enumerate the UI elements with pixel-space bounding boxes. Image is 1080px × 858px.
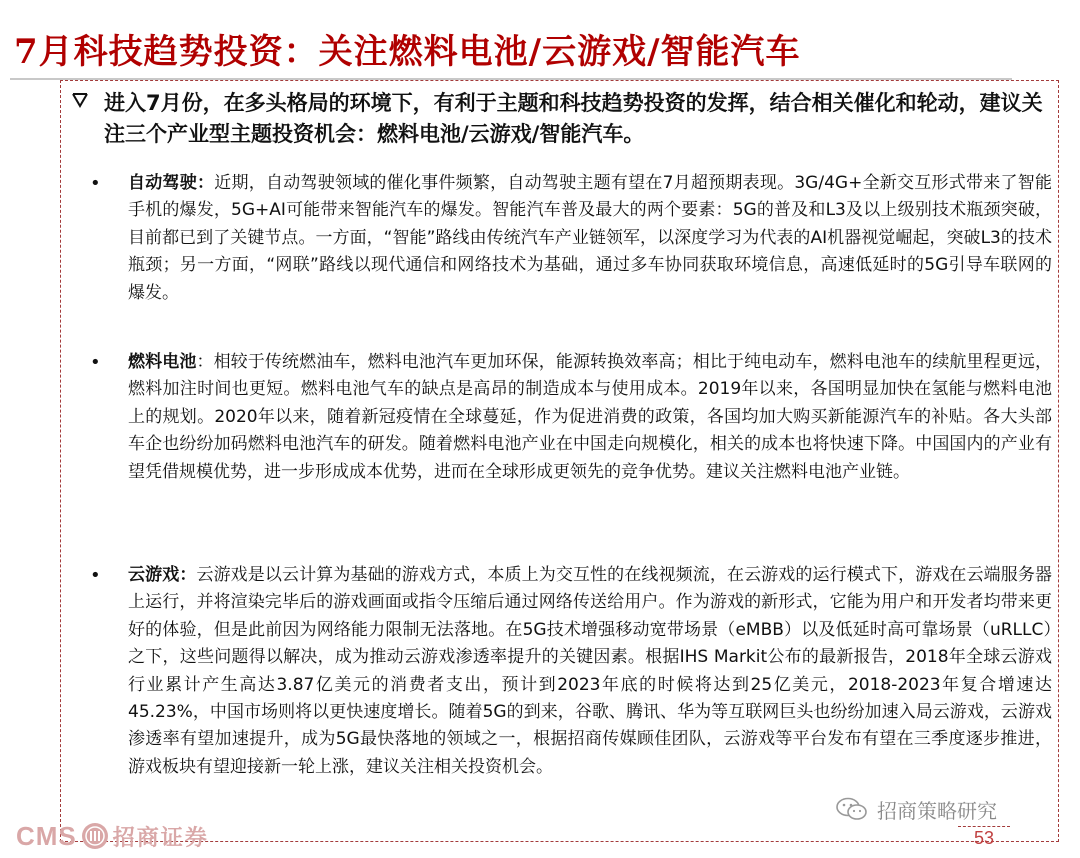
company-logo (16, 818, 209, 854)
section-label: 自动驾驶： (128, 173, 215, 193)
section-text: 云游戏是以云计算为基础的游戏方式，本质上为交互性的在线视频流，在云游戏的运行模式下，游戏在云端服务器上运行，并将渲染完毕后的游戏画面或指令压缩后通过网络传送给用户。作为游戏的新形式，它能为用户和开发者均带来更好的体验，但是此前因为网络能力限制无法落地。在5G技术增强移动宽带场景（eMBB）以及低延时高可靠场景（uRLLC）之下，这些问题得以解决，成为推动云游戏渗透率提升的关键因素。根据IHS Markit公布的最新报告，2018年全球云游戏行业累计产生高达3.87亿美元的消费者支出，预计到2023年底的时候将达到25亿美元，2018-2023年复合增速达45.23%，中国市场则将以更快速度增长。随着5G的到来，谷歌、腾讯、华为等互联网巨头也纷纷加速入局云游戏，云游戏渗透率有望加速提升，成为5G最快落地的领域之一，根据招商传媒顾佳团队，云游戏等平台发布有望在三季度逐步推进，游戏板块有望迎接新一轮上涨，建议关注相关投资机会。 (128, 565, 1052, 777)
bullet: • (90, 173, 101, 194)
section-text: 近期，自动驾驶领域的催化事件频繁，自动驾驶主题有望在7月超预期表现。3G/4G+全新交互形式带来了智能手机的爆发，5G+AI可能带来智能汽车的爆发。智能汽车普及最大的两个要素：5G的普及和L3及以上级别技术瓶颈突破，目前都已到了关键节点。一方面，“智能”路线由传统汽车产业链领军，以深度学习为代表的AI机器视觉崛起，突破L3的技术瓶颈；另一方面，“网联”路线以现代通信和网络技术为基础，通过多车协同获取环境信息，高速低延时的5G引导车联网的爆发。 (128, 173, 1053, 303)
section-label: 云游戏： (128, 565, 197, 585)
watermark-text: 招商策略研究 (877, 798, 997, 823)
section-cloud-gaming (90, 562, 1052, 781)
page-title: 7月科技趋势投资：关注燃料电池/云游戏/智能汽车 (14, 32, 801, 72)
wechat-icon (835, 797, 869, 821)
section-autonomous-driving (90, 170, 1052, 307)
logo-seal-icon (81, 822, 109, 850)
logo-chinese: 招商证券 (112, 825, 209, 851)
intro-text: 进入7月份，在多头格局的环境下，有利于主题和科技趋势投资的发挥，结合相关催化和轮动，建议关注三个产业型主题投资机会：燃料电池/云游戏/智能汽车。 (104, 91, 1043, 146)
intro-paragraph (70, 88, 1058, 150)
chevron-right-icon (70, 88, 96, 119)
page-number: 53 (958, 826, 1010, 849)
logo-latin: CMS (16, 820, 77, 851)
watermark (835, 794, 997, 824)
section-label: 燃料电池 (128, 352, 197, 372)
section-fuel-cell (90, 349, 1052, 486)
section-text: ：相较于传统燃油车，燃料电池汽车更加环保，能源转换效率高；相比于纯电动车，燃料电池车的续航里程更远，燃料加注时间也更短。燃料电池气车的缺点是高昂的制造成本与使用成本。2019年以来，各国明显加快在氢能与燃料电池上的规划。2020年以来，随着新冠疫情在全球蔓延，作为促进消费的政策，各国均加大购买新能源汽车的补贴。各大头部车企也纷纷加码燃料电池汽车的研发。随着燃料电池产业在中国走向规模化，相关的成本也将快速下降。中国国内的产业有望凭借规模优势，进一步形成成本优势，进而在全球形成更领先的竞争优势。建议关注燃料电池产业链。 (128, 352, 1052, 482)
bullet: • (90, 352, 101, 373)
bullet: • (90, 565, 101, 586)
